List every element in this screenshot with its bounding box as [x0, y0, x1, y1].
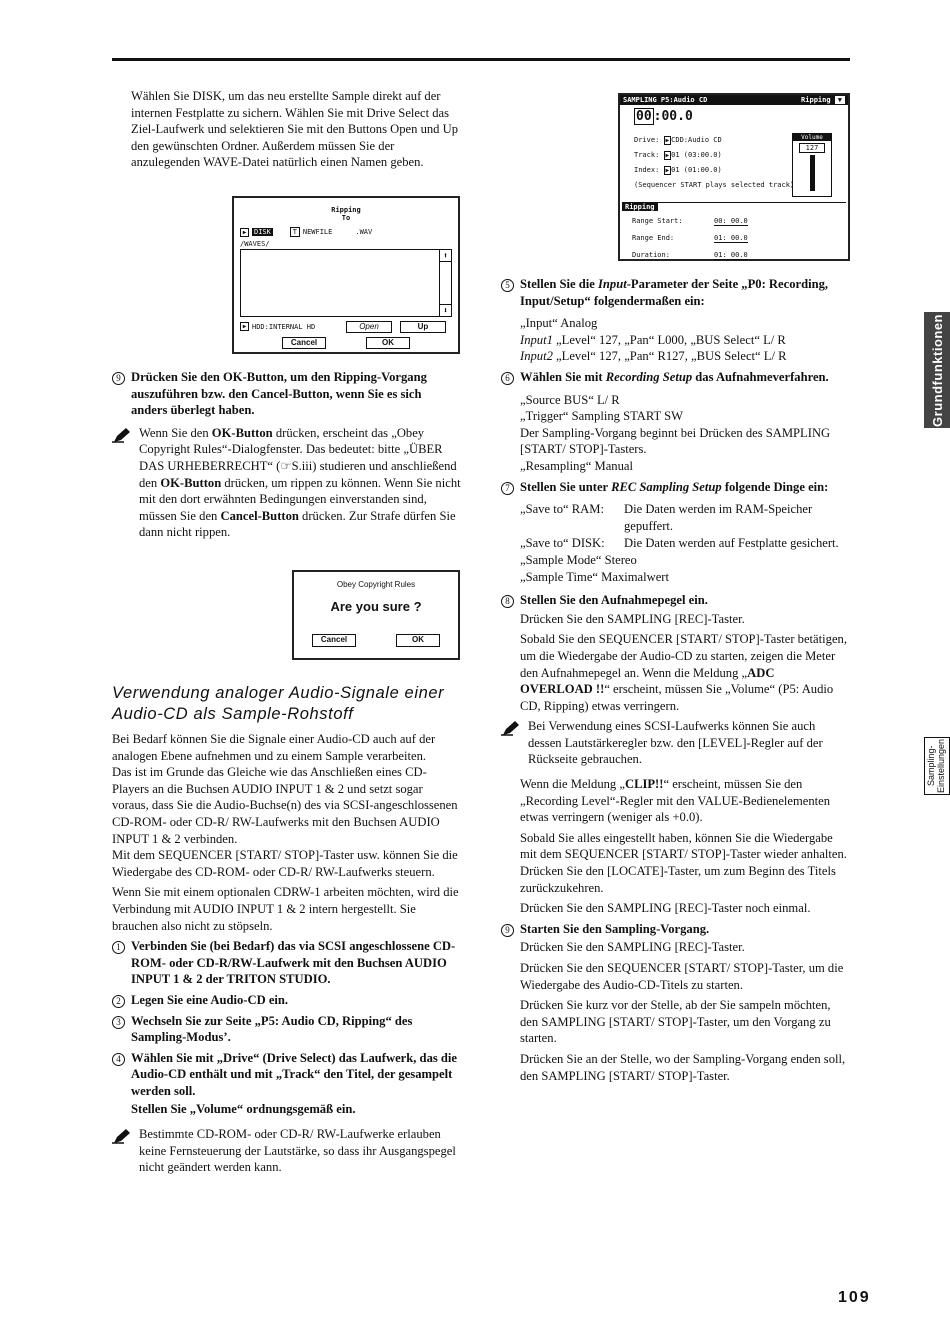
ripping-dialog [232, 196, 460, 354]
lcd-time: :00.0 [653, 109, 693, 124]
lcd-tab[interactable]: Ripping [801, 96, 831, 104]
lcd-label: Range Start: [632, 217, 683, 225]
note-text: Bestimmte CD-ROM- oder CD-R/ RW-Laufwerke erlauben keine Fernsteuerung der Lautstärke, so dass ihr Ausgangspegel nicht geändert werden kann. [139, 1127, 456, 1175]
note-text: drücken, um rippen zu können. Wenn Sie nicht mit den dort erwähnten Bedingungen einverstanden sind, müssen Sie den [139, 475, 461, 523]
note-text: drücken, erscheint das „Obey Copyright Rules“-Dialogfenster. Das bedeutet: bitte „ÜBER DAS URHEBERRECHT“ (☞S.iii) studieren und anschließend den [139, 425, 457, 490]
step-text: Stellen Sie unter [520, 479, 612, 494]
step-number: 8 [501, 595, 514, 608]
lcd-label: Index: [634, 166, 660, 174]
volume-label: Volume [793, 134, 831, 141]
note-pen-icon [112, 425, 139, 541]
obey-ok-button[interactable]: OK [396, 634, 440, 647]
tab-grundfunktionen[interactable] [924, 312, 950, 428]
page-number: 109 [838, 1289, 871, 1306]
tab-sampling[interactable] [924, 737, 950, 795]
step-number: 1 [112, 941, 125, 954]
intro-block [131, 88, 461, 175]
intro-paragraph: Wählen Sie DISK, um das neu erstellte Sample direkt auf der internen Festplatte zu sichern. Wählen Sie mit Drive Select das Ziel-Laufwerk und selektieren Sie mit den Buttons Open und Up den gewünschten Ordner. Außerdem müssen Sie der anzulegenden WAVE-Datei natürlich einen Namen geben. [131, 89, 459, 170]
note-bold: Cancel-Button [220, 508, 299, 523]
tab-label: Grundfunktionen [929, 313, 945, 427]
step-text: -Parameter der Seite „P0: Recording, Input/Setup“ folgendermaßen ein: [520, 277, 829, 308]
drive-arrow-icon[interactable]: ▶ [665, 137, 670, 144]
up-button[interactable]: Up [400, 321, 446, 333]
step-text: folgende Dinge ein: [721, 479, 829, 494]
paragraph: Sobald Sie alles eingestellt haben, können Sie die Wiedergabe mit dem SEQUENCER [START/ STOP]-Taster wieder anhalten. Drücken Sie den [LOCATE]-Taster, um zum Beginn des Titels zurückzukehren. [520, 830, 847, 895]
setting-value: Die Daten werden auf Festplatte gesichert. [624, 536, 839, 551]
note-volume [112, 1126, 461, 1176]
step-number: 3 [112, 1016, 125, 1029]
volume-slider[interactable] [810, 155, 815, 191]
scroll-up-icon[interactable]: ⬆ [440, 250, 451, 262]
setting-key: Input1 [520, 332, 553, 347]
step-number: 6 [501, 372, 514, 385]
scroll-down-icon[interactable]: ⬇ [440, 304, 451, 316]
paragraph: Bei Bedarf können Sie die Signale einer Audio-CD auch auf der analogen Ebene aufnehmen und zu einem Sample verarbeiten. [112, 732, 436, 763]
setting-value: Die Daten werden im RAM-Speicher gepuffert. [624, 502, 813, 534]
section-heading: Verwendung analoger Audio-Signale einer Audio-CD als Sample-Rohstoff [112, 684, 445, 723]
drive-select-icon[interactable]: ▶ [240, 322, 249, 331]
step-text: REC Sampling Setup [611, 479, 722, 494]
duration[interactable]: 01: 00.0 [714, 251, 748, 259]
lcd-label: Drive: [634, 136, 660, 144]
note-scsi [501, 718, 850, 768]
open-button[interactable]: Open [346, 321, 392, 333]
paragraph: Das ist im Grunde das Gleiche wie das Anschließen eines CD-Players an die Buchsen AUDIO INPUT 1 & 2 und setzt sogar voraus, dass Sie die Audio-Buchse(n) des via SCSI-angeschlossenen CD-ROM- oder CD-R/ RW-Laufwerks mit den Buchsen AUDIO INPUT 1 & 2 verbinden. [112, 765, 458, 846]
paragraph: Drücken Sie kurz vor der Stelle, ab der Sie sampeln möchten, den SAMPLING [START/ STOP]-Taster, um den Vorgang zu starten. [520, 998, 831, 1046]
volume-value[interactable]: 127 [799, 143, 825, 153]
paragraph: “ erscheint, müssen Sie „Volume“ (P5: Audio CD, Ripping) etwas verringern. [520, 682, 834, 713]
paragraph: “ erscheint, müssen Sie den „Recording Level“-Regler mit den VALUE-Bedienelementen etwas verringern (weniger als +0.0). [520, 777, 831, 825]
step-4-sub: Stellen Sie „Volume“ ordnungsgemäß ein. [131, 1102, 356, 1117]
step-number: 9 [501, 924, 514, 937]
obey-dialog [292, 570, 460, 660]
setting-key: „Save to“ DISK: [520, 536, 605, 551]
lcd-time-highlight[interactable]: 00 [636, 109, 652, 124]
obey-title: Obey Copyright Rules [336, 580, 416, 589]
right-block [501, 276, 850, 1088]
lcd-drive[interactable]: CDD:Audio CD [671, 136, 722, 144]
lcd-label: Range End: [632, 234, 675, 242]
drive-select-value[interactable]: HDD:INTERNAL HD [252, 322, 316, 331]
message-text: ADC OVERLOAD !! [520, 665, 775, 697]
play-arrow-icon[interactable]: ▶ [240, 228, 249, 237]
note-bold: OK-Button [211, 425, 273, 440]
message-text: CLIP!! [624, 777, 664, 792]
lcd-header: SAMPLING P5:Audio CD [623, 96, 708, 104]
setting-key: Input2 [520, 349, 553, 364]
volume-box[interactable] [792, 133, 832, 197]
obey-cancel-button[interactable]: Cancel [312, 634, 356, 647]
top-rule [112, 58, 850, 61]
step-number: 4 [112, 1053, 125, 1066]
lcd-index[interactable]: 01 (01:00.0) [671, 166, 722, 174]
step-text: Legen Sie eine Audio-CD ein. [131, 992, 289, 1007]
note-text: Bei Verwendung eines SCSI-Laufwerks können Sie auch dessen Lautstärkeregler bzw. den [LEVEL]-Regler auf der Rückseite gebrauchen. [528, 719, 823, 767]
setting-line: Der Sampling-Vorgang beginnt bei Drücken des SAMPLING [START/ STOP]-Tasters. [520, 425, 831, 457]
lcd-label: Track: [634, 151, 660, 159]
setting-key: „Save to“ RAM: [520, 502, 604, 517]
step-number: 7 [501, 482, 514, 495]
path-label: /WAVES/ [240, 240, 270, 248]
step-number: 9 [112, 372, 125, 385]
setting-line: „Trigger“ Sampling START SW [520, 409, 684, 424]
step-text: Wählen Sie mit „Drive“ (Drive Select) das Laufwerk, das die Audio-CD enthält und mit „Track“ den Titel, der gesampelt werden soll. [131, 1050, 458, 1098]
setting-line: „Input“ Analog [520, 316, 598, 331]
scrollbar[interactable] [439, 250, 451, 316]
left-mid-block [112, 369, 461, 547]
file-list[interactable] [240, 249, 452, 317]
step-text: das Aufnahmeverfahren. [692, 369, 829, 384]
paragraph: Wenn Sie mit einem optionalen CDRW-1 arbeiten möchten, wird die Verbindung mit AUDIO INPUT 1 & 2 intern hergestellt. Sie brauchen also nicht zu stöpseln. [112, 885, 459, 933]
range-end[interactable]: 01: 00.0 [714, 234, 748, 242]
step-text: Starten Sie den Sampling-Vorgang. [520, 921, 710, 936]
cancel-button[interactable]: Cancel [282, 337, 326, 349]
lcd-label: Duration: [632, 251, 670, 259]
lcd-note: (Sequencer START plays selected track) [634, 181, 795, 189]
left-bottom-block [112, 683, 461, 1182]
index-arrow-icon[interactable]: ▶ [665, 167, 670, 174]
track-arrow-icon[interactable]: ▶ [665, 152, 670, 159]
setting-line: „Sample Mode“ Stereo [520, 553, 637, 568]
text-edit-icon[interactable]: T [290, 227, 300, 237]
paragraph: Drücken Sie den SAMPLING [REC]-Taster. [520, 940, 745, 955]
range-start[interactable]: 00: 00.0 [714, 217, 748, 225]
paragraph: Drücken Sie den SEQUENCER [START/ STOP]-Taster, um die Wiedergabe des Audio-CD-Titels zu starten. [520, 961, 844, 992]
menu-arrow-icon[interactable]: ▼ [835, 96, 845, 104]
paragraph: Mit dem SEQUENCER [START/ STOP]-Taster usw. können Sie die Wiedergabe des CD-ROM- oder CD-R/ RW-Laufwerks steuern. [112, 848, 458, 879]
note-pen-icon [112, 1126, 139, 1176]
setting-line: „Resampling“ Manual [520, 458, 633, 473]
step-text: Input [598, 277, 627, 291]
obey-question: Are you sure ? [330, 599, 422, 614]
file-extension: .WAV [355, 228, 373, 236]
ripping-to-label: To [341, 214, 351, 222]
lcd-track[interactable]: 01 (03:00.0) [671, 151, 722, 159]
note-pen-icon [501, 718, 528, 768]
step-number: 2 [112, 995, 125, 1008]
step-text: Recording Setup [605, 369, 693, 384]
step-text: Verbinden Sie (bei Bedarf) das via SCSI angeschlossene CD-ROM- oder CD-R/RW-Laufwerk mit den Buchsen AUDIO INPUT 1 & 2 der TRITON STUDIO. [131, 939, 456, 987]
paragraph: Wenn die Meldung „ [520, 777, 625, 792]
note-text: drücken. Zur Strafe dürfen Sie dann nicht rippen. [139, 508, 456, 540]
disk-option[interactable]: DISK [254, 228, 271, 236]
filename-field[interactable]: NEWFILE [302, 228, 333, 236]
note-text: Wenn Sie den [139, 425, 212, 440]
paragraph: Drücken Sie den SAMPLING [REC]-Taster. [520, 611, 745, 626]
step-text: Stellen Sie die [520, 277, 599, 291]
setting-line: „Sample Time“ Maximalwert [520, 570, 670, 585]
ok-button[interactable]: OK [366, 337, 410, 349]
paragraph: Drücken Sie den SAMPLING [REC]-Taster noch einmal. [520, 901, 811, 916]
ripping-title: Ripping [331, 206, 361, 214]
paragraph: Sobald Sie den SEQUENCER [START/ STOP]-Taster betätigen, um die Wiedergabe der Audio-CD zu starten, zeigen die Meter den Aufnahmepegel an. Wenn die Meldung „ [520, 632, 847, 680]
step-text: Stellen Sie den Aufnahmepegel ein. [520, 593, 708, 608]
setting-line: „Level“ 127, „Pan“ L000, „BUS Select“ L/ R [552, 332, 786, 347]
step-9-text: Drücken Sie den OK-Button, um den Ripping-Vorgang auszuführen bzw. den Cancel-Button, wenn Sie es sich anders überlegt haben. [131, 370, 427, 418]
note-bold: OK-Button [160, 475, 222, 490]
note-ok-button [112, 425, 461, 541]
step-number: 5 [501, 279, 514, 292]
paragraph: Drücken Sie an der Stelle, wo der Sampling-Vorgang enden soll, den SAMPLING [START/ STOP]-Taster. [520, 1051, 846, 1083]
setting-line: „Level“ 127, „Pan“ R127, „BUS Select“ L/ R [552, 349, 787, 364]
ripping-section-label: Ripping [622, 203, 658, 211]
step-text: Wechseln Sie zur Seite „P5: Audio CD, Ripping“ des Sampling-Modus’. [131, 1013, 413, 1045]
lcd-audio-cd [618, 93, 850, 261]
step-text: Wählen Sie mit [520, 369, 606, 384]
tab-label: Sampling-Einstellungen [926, 738, 946, 794]
setting-line: „Source BUS“ L/ R [520, 392, 620, 407]
